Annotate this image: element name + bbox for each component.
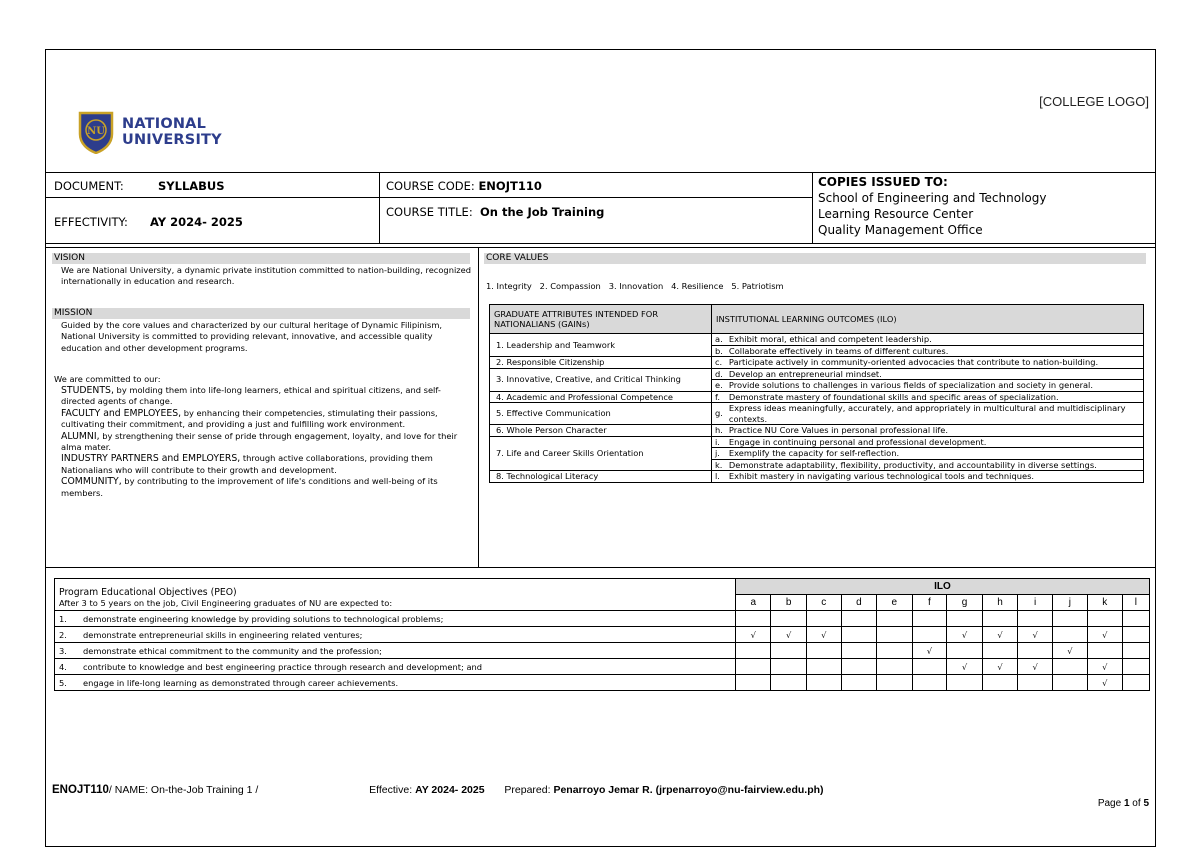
gains-table-body [490, 334, 1144, 483]
ilo-letter: c. [712, 357, 726, 369]
ilo-text: Exemplify the capacity for self-reflection. [726, 448, 1144, 460]
ilo-mapping-cell [877, 675, 912, 691]
graduate-attribute-cell: 3. Innovative, Creative, and Critical Thinking [490, 368, 712, 391]
peo-ilo-matrix [54, 578, 1150, 691]
ilo-text: Engage in continuing personal and professional development. [726, 436, 1144, 448]
ilo-text: Provide solutions to challenges in various fields of specialization and society in general. [726, 380, 1144, 392]
ilo-mapping-cell [1053, 659, 1088, 675]
gains-table-row [490, 368, 1144, 380]
ilo-mapping-cell: √ [806, 627, 841, 643]
ilo-text: Exhibit moral, ethical and competent leadership. [726, 334, 1144, 346]
gains-table-row [490, 425, 1144, 437]
ilo-mapping-cell [806, 675, 841, 691]
ilo-mapping-cell: √ [947, 627, 982, 643]
copies-label: COPIES ISSUED TO: [818, 175, 948, 189]
gains-table-row [490, 471, 1144, 483]
graduate-attribute-cell: 4. Academic and Professional Competence [490, 391, 712, 403]
effectivity-label: EFFECTIVITY: [54, 215, 128, 229]
crest-text: NU [87, 126, 105, 137]
ilo-text: Express ideas meaningfully, accurately, and appropriately in multicultural and multidisciplinary contexts. [726, 403, 1144, 425]
ilo-letter-header: g [947, 595, 982, 611]
ilo-mapping-cell [1087, 643, 1122, 659]
ilo-header: ILO [736, 579, 1150, 595]
peo-table-body [55, 611, 1150, 691]
ilo-mapping-cell [771, 675, 806, 691]
copy-recipient: Learning Resource Center [818, 207, 974, 221]
peo-number: 3. [59, 645, 67, 656]
ilo-mapping-cell [771, 659, 806, 675]
ilo-letter-header: f [912, 595, 947, 611]
ilo-letter: d. [712, 368, 726, 380]
gains-table-row [490, 334, 1144, 346]
peo-row [55, 643, 1150, 659]
ilo-mapping-cell [947, 643, 982, 659]
ilo-mapping-cell [1053, 627, 1088, 643]
peo-text: contribute to knowledge and best engineering practice through research and development; and [83, 661, 483, 672]
graduate-attribute-cell: 7. Life and Career Skills Orientation [490, 436, 712, 471]
ilo-mapping-cell [736, 643, 771, 659]
peo-row [55, 627, 1150, 643]
course-code-value: ENOJT110 [478, 179, 542, 193]
ilo-mapping-cell [841, 611, 876, 627]
mission-item: STUDENTS, by molding them into life-long learners, ethical and spiritual citizens, and self-directed agents of change. [61, 385, 441, 407]
ilo-text: Participate actively in community-oriented advocacies that contribute to nation-building. [726, 357, 1144, 369]
document-label: DOCUMENT: [54, 179, 124, 193]
ilo-mapping-cell [806, 659, 841, 675]
ilo-mapping-cell [912, 627, 947, 643]
ilo-mapping-cell [877, 611, 912, 627]
peo-text: demonstrate engineering knowledge by providing solutions to technological problems; [83, 613, 444, 624]
vision-heading: VISION [52, 253, 470, 264]
gains-table-row [490, 403, 1144, 425]
gains-table-row [490, 357, 1144, 369]
course-code-label: COURSE CODE: [386, 179, 479, 193]
ilo-mapping-cell [806, 611, 841, 627]
graduate-attribute-cell: 5. Effective Communication [490, 403, 712, 425]
ilo-letter: e. [712, 380, 726, 392]
mission-item: FACULTY and EMPLOYEES, by enhancing their competencies, stimulating their passions, cultivating their commitment, and providing a just and fulfilling work environment. [61, 407, 438, 430]
ilo-letter: a. [712, 334, 726, 346]
ilo-text: Collaborate effectively in teams of different cultures. [726, 345, 1144, 357]
graduate-attribute-cell: 2. Responsible Citizenship [490, 357, 712, 369]
ilo-mapping-cell [1053, 675, 1088, 691]
ilo-letter-header: e [877, 595, 912, 611]
ilo-mapping-cell [736, 611, 771, 627]
ilo-letter: b. [712, 345, 726, 357]
ilo-mapping-cell [1018, 611, 1053, 627]
ilo-letter-header: j [1053, 595, 1088, 611]
ilo-mapping-cell [1122, 659, 1149, 675]
ilo-mapping-cell [912, 611, 947, 627]
ilo-letter: i. [712, 436, 726, 448]
peo-title: Program Educational Objectives (PEO) [59, 587, 237, 598]
ilo-mapping-cell [1018, 643, 1053, 659]
vision-mission-section [46, 247, 1155, 568]
ilo-mapping-cell: √ [1087, 675, 1122, 691]
ilo-letter-header: c [806, 595, 841, 611]
ilo-mapping-cell [877, 627, 912, 643]
core-values-heading: CORE VALUES [484, 253, 1146, 264]
ilo-mapping-cell [947, 611, 982, 627]
peo-number: 4. [59, 661, 67, 672]
ilo-mapping-cell [841, 627, 876, 643]
ilo-mapping-cell [841, 675, 876, 691]
footer-effective-value: AY 2024- 2025 [415, 784, 485, 796]
ilo-mapping-cell: √ [947, 659, 982, 675]
mission-list [61, 385, 466, 499]
mission-item: COMMUNITY, by contributing to the improvement of life's conditions and well-being of its members. [61, 476, 438, 498]
ilo-column-header: INSTITUTIONAL LEARNING OUTCOMES (ILO) [712, 305, 1144, 334]
ilo-text: Demonstrate adaptability, flexibility, productivity, and accountability in diverse settings. [726, 459, 1144, 471]
gains-ilo-table [489, 304, 1144, 483]
course-title-value: On the Job Training [480, 205, 605, 219]
ilo-mapping-cell [877, 659, 912, 675]
course-title [386, 205, 604, 219]
peo-number: 1. [59, 613, 67, 624]
mission-item: INDUSTRY PARTNERS and EMPLOYERS, through active collaborations, providing them Nationalians who will contribute to their growth and development. [61, 453, 433, 475]
ilo-mapping-cell [982, 611, 1017, 627]
footer-course-code: ENOJT110 [52, 784, 109, 796]
university-logo [76, 110, 236, 154]
peo-text: demonstrate entrepreneurial skills in engineering related ventures; [83, 629, 363, 640]
graduate-attribute-cell: 8. Technological Literacy [490, 471, 712, 483]
document-value: SYLLABUS [158, 179, 225, 193]
graduate-attribute-cell: 1. Leadership and Teamwork [490, 334, 712, 357]
ilo-mapping-cell [1122, 643, 1149, 659]
ilo-mapping-cell [877, 643, 912, 659]
peo-row [55, 675, 1150, 691]
ilo-mapping-cell: √ [912, 643, 947, 659]
ilo-text: Develop an entrepreneurial mindset. [726, 368, 1144, 380]
university-name-line2: UNIVERSITY [122, 132, 222, 148]
ilo-mapping-cell [982, 675, 1017, 691]
peo-objective [55, 675, 736, 691]
ilo-mapping-cell: √ [1018, 659, 1053, 675]
ilo-mapping-cell: √ [1018, 627, 1053, 643]
ilo-letter-header: k [1087, 595, 1122, 611]
ilo-mapping-cell [982, 643, 1017, 659]
ilo-letter: j. [712, 448, 726, 460]
page-footer [52, 784, 824, 796]
college-logo-placeholder: [COLLEGE LOGO] [1039, 94, 1149, 109]
mission-item: ALUMNI, by strengthening their sense of pride through engagement, loyalty, and love for their alma mater. [61, 430, 458, 453]
core-values-text: 1. Integrity 2. Compassion 3. Innovation 4. Resilience 5. Patriotism [486, 281, 784, 291]
ilo-mapping-cell [1018, 675, 1053, 691]
peo-text: demonstrate ethical commitment to the community and the profession; [83, 645, 382, 656]
document-header [46, 172, 1155, 244]
peo-objective [55, 611, 736, 627]
syllabus-page [45, 49, 1156, 847]
page-number: Page 1 of 5 [1097, 798, 1149, 809]
ilo-mapping-cell: √ [982, 627, 1017, 643]
ilo-letter: k. [712, 459, 726, 471]
ilo-mapping-cell [771, 611, 806, 627]
ilo-mapping-cell [912, 659, 947, 675]
footer-effective-label: Effective: [369, 784, 416, 796]
copy-recipient: Quality Management Office [818, 223, 983, 237]
ilo-mapping-cell: √ [771, 627, 806, 643]
footer-course-name: / NAME: On-the-Job Training 1 / [108, 784, 259, 796]
vision-text: We are National University, a dynamic private institution committed to nation-building, recognized internationally in education and research. [61, 265, 471, 287]
copy-recipient: School of Engineering and Technology [818, 191, 1047, 205]
ilo-mapping-cell [841, 659, 876, 675]
course-code [386, 179, 542, 193]
ilo-mapping-cell [947, 675, 982, 691]
ilo-mapping-cell: √ [982, 659, 1017, 675]
ilo-mapping-cell: √ [736, 627, 771, 643]
peo-header [55, 579, 736, 611]
ilo-mapping-cell [736, 659, 771, 675]
ilo-mapping-cell: √ [1087, 627, 1122, 643]
mission-text: Guided by the core values and characterized by our cultural heritage of Dynamic Filipinism, National University is committed to providing relevant, innovative, and accessible quality education and other development programs. [61, 320, 443, 353]
peo-row [55, 611, 1150, 627]
peo-objective [55, 659, 736, 675]
ilo-mapping-cell [771, 643, 806, 659]
footer-prepared-value: Penarroyo Jemar R. (jrpenarroyo@nu-fairview.edu.ph) [553, 784, 824, 796]
peo-row [55, 659, 1150, 675]
ilo-mapping-cell [1122, 611, 1149, 627]
mission-committed: We are committed to our: [54, 374, 161, 384]
ilo-letter-header: d [841, 595, 876, 611]
peo-subtitle: After 3 to 5 years on the job, Civil Engineering graduates of NU are expected to: [59, 598, 393, 608]
ilo-mapping-cell [1122, 627, 1149, 643]
ilo-text: Demonstrate mastery of foundational skills and specific areas of specialization. [726, 391, 1144, 403]
ilo-letter-header: b [771, 595, 806, 611]
peo-number: 2. [59, 629, 67, 640]
peo-number: 5. [59, 677, 67, 688]
ilo-mapping-cell [1087, 611, 1122, 627]
university-name-line1: NATIONAL [122, 116, 207, 132]
gains-column-header: GRADUATE ATTRIBUTES INTENDED FOR NATIONALIANS (GAINs) [490, 305, 712, 334]
footer-prepared-label: Prepared: [504, 784, 554, 796]
ilo-letter-header: a [736, 595, 771, 611]
peo-text: engage in life-long learning as demonstrated through career achievements. [83, 677, 399, 688]
ilo-mapping-cell [1122, 675, 1149, 691]
ilo-mapping-cell: √ [1053, 643, 1088, 659]
ilo-letter: f. [712, 391, 726, 403]
peo-objective [55, 627, 736, 643]
ilo-letter-header: h [982, 595, 1017, 611]
ilo-letter-header: l [1122, 595, 1149, 611]
copies-issued [818, 174, 1046, 238]
mission-heading: MISSION [52, 308, 470, 319]
ilo-mapping-cell [736, 675, 771, 691]
peo-objective [55, 643, 736, 659]
ilo-mapping-cell [912, 675, 947, 691]
ilo-mapping-cell [1053, 611, 1088, 627]
gains-table-row [490, 436, 1144, 448]
graduate-attribute-cell: 6. Whole Person Character [490, 425, 712, 437]
ilo-letter-header: i [1018, 595, 1053, 611]
gains-table-row [490, 391, 1144, 403]
university-crest-icon [76, 110, 116, 154]
ilo-letter: g. [712, 403, 726, 425]
ilo-text: Practice NU Core Values in personal professional life. [726, 425, 1144, 437]
ilo-text: Exhibit mastery in navigating various technological tools and techniques. [726, 471, 1144, 483]
course-title-label: COURSE TITLE: [386, 205, 473, 219]
university-name [122, 116, 222, 148]
ilo-letter: l. [712, 471, 726, 483]
effectivity-value: AY 2024- 2025 [150, 215, 243, 229]
ilo-letter: h. [712, 425, 726, 437]
ilo-mapping-cell [806, 643, 841, 659]
ilo-mapping-cell: √ [1087, 659, 1122, 675]
ilo-mapping-cell [841, 643, 876, 659]
